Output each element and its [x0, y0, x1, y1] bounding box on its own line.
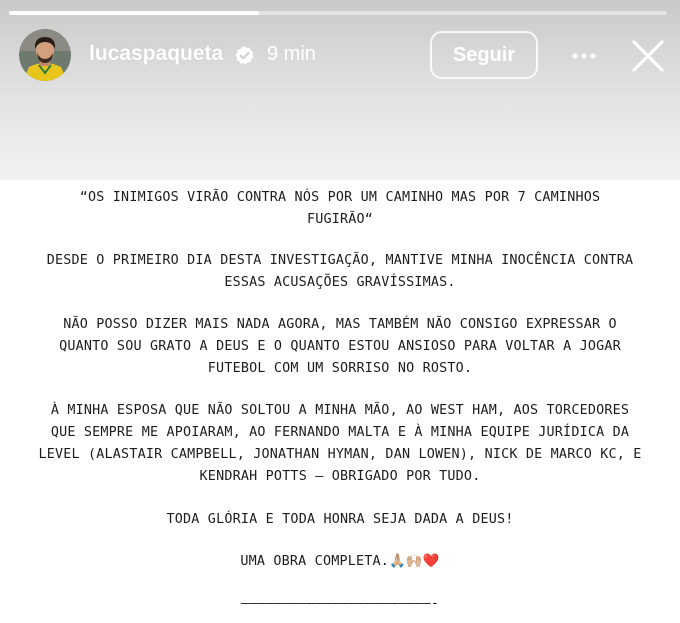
more-options-icon[interactable]	[566, 38, 602, 74]
statement-paragraph: UMA OBRA COMPLETA.🙏🏼🙌🏼❤️	[240, 554, 440, 569]
story-progress-track	[9, 11, 667, 15]
username[interactable]: lucaspaqueta	[89, 42, 224, 65]
follow-button-label: Seguir	[452, 43, 516, 66]
follow-button[interactable]	[430, 31, 538, 79]
statement-divider: ———————————————————————-	[240, 596, 440, 611]
statement-paragraph: TODA GLÓRIA E TODA HONRA SEJA DADA A DEUS!	[166, 512, 514, 527]
verified-badge-icon	[234, 45, 255, 66]
story-header	[0, 28, 680, 84]
statement-paragraph: DESDE O PRIMEIRO DIA DESTA INVESTIGAÇÃO, MANTIVE MINHA INOCÊNCIA CONTRA ESSAS ACUSAÇÕES GRAVÍSSIMAS.	[46, 253, 634, 290]
story-background	[0, 0, 680, 180]
profile-avatar[interactable]	[19, 29, 71, 81]
statement-paragraph: NÃO POSSO DIZER MAIS NADA AGORA, MAS TAMBÉM NÃO CONSIGO EXPRESSAR O QUANTO SOU GRATO A DEUS E O QUANTO ESTOU ANSIOSO PARA VOLTAR A JOGAR FUTEBOL COM UM SORRISO NO ROSTO.	[59, 317, 621, 376]
story-progress-fill	[9, 11, 259, 15]
statement-paragraph: À MINHA ESPOSA QUE NÃO SOLTOU A MINHA MÃO, AO WEST HAM, AOS TORCEDORES QUE SEMPRE ME APOIARAM, AO FERNANDO MALTA E À MINHA EQUIPE JURÍDICA DA LEVEL (ALASTAIR CAMPBELL, JONATHAN HYMAN, DAN LOWEN), NICK DE MARCO KC, E KENDRAH POTTS – OBRIGADO POR TUDO.	[38, 403, 642, 484]
statement-paragraph: “OS INIMIGOS VIRÃO CONTRA NÓS POR UM CAMINHO MAS POR 7 CAMINHOS FUGIRÃO“	[79, 190, 601, 227]
close-icon[interactable]	[628, 36, 668, 76]
statement-card	[0, 180, 680, 623]
post-time: 9 min	[267, 43, 316, 65]
